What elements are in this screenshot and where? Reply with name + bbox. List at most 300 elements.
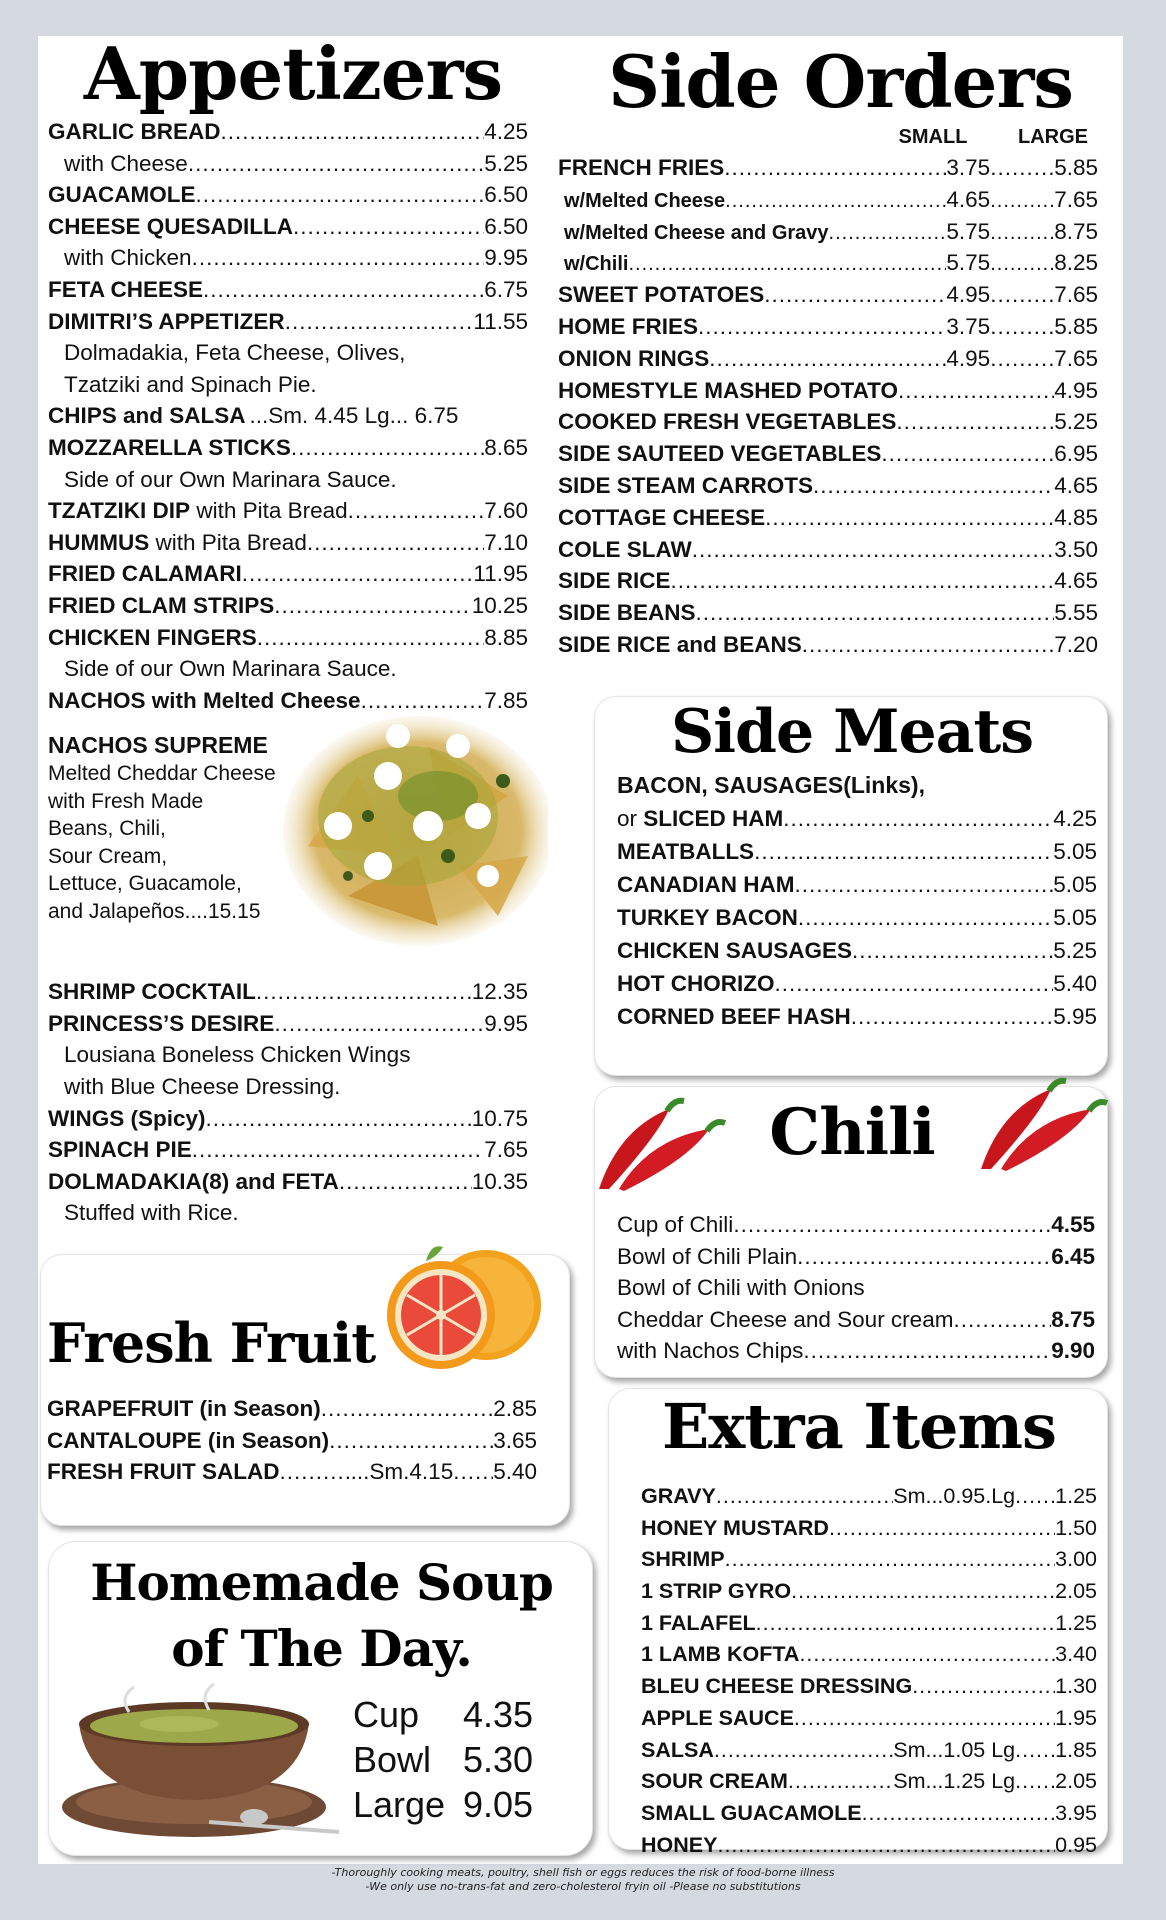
menu-item-row [641, 1639, 1097, 1671]
leader-dots [775, 967, 1054, 1000]
extra-items-box [608, 1388, 1108, 1857]
side-order-row [558, 184, 1098, 216]
leader-dots [329, 1425, 493, 1457]
item-price-small: 5.75 [946, 218, 991, 244]
item-name: DIMITRI’S APPETIZER [48, 308, 285, 334]
item-price: 10.25 [471, 592, 528, 618]
leader-dots [798, 901, 1053, 934]
item-price-small: 4.65 [946, 186, 991, 212]
item-price: 6.50 [484, 182, 528, 208]
menu-item-row [48, 242, 528, 274]
soup-size-price: 9.05 [463, 1784, 534, 1825]
soup-size-row [353, 1737, 583, 1782]
leader-dots [321, 1393, 493, 1425]
leader-dots [293, 211, 484, 243]
soup-size-label: Bowl [353, 1739, 432, 1780]
item-name: SIDE BEANS [558, 600, 696, 626]
item-prefix: or [617, 806, 644, 831]
item-name: CANTALOUPE (in Season) [47, 1427, 330, 1453]
item-name: SIDE SAUTEED VEGETABLES [558, 441, 882, 467]
leader-dots [256, 976, 472, 1008]
item-price-small: 4.95 [946, 282, 991, 308]
side-meats-list [617, 802, 1097, 1033]
menu-item-row [617, 1000, 1097, 1033]
item-name: TZATZIKI DIP with Pita Bread [48, 498, 348, 524]
item-name: SIDE STEAM CARROTS [558, 472, 814, 498]
leader-dots [799, 1639, 1055, 1671]
leader-dots [716, 1481, 893, 1513]
item-name: FETA CHEESE [48, 276, 204, 302]
soup-title-line1: Homemade Soup [90, 1553, 553, 1612]
leader-dots [764, 279, 946, 311]
menu-item-row [558, 438, 1098, 470]
nachos-image [278, 706, 548, 956]
menu-item-row [641, 1830, 1097, 1862]
item-price: 9.90 [1051, 1338, 1095, 1363]
soup-bowl-image [59, 1682, 349, 1847]
item-note: with Pita Bread [190, 498, 348, 524]
leader-dots [291, 432, 484, 464]
menu-item-row [48, 527, 528, 559]
nachos-supreme-block [48, 730, 538, 970]
menu-item-row [558, 375, 1098, 407]
menu-item-row [48, 116, 528, 148]
item-price-large: 5.85 [1054, 313, 1098, 339]
leader-dots [862, 1798, 1056, 1830]
item-price: 5.25 [484, 150, 528, 176]
item-price: 1.25 [1055, 1484, 1097, 1508]
leader-dots [628, 249, 946, 281]
leader-dots [714, 1735, 893, 1767]
menu-item-row [48, 179, 528, 211]
item-price: 9.95 [484, 1010, 528, 1036]
item-name: GARLIC BREAD [48, 119, 221, 144]
item-price-large: 7.65 [1054, 345, 1098, 371]
item-price: 3.50 [1054, 536, 1098, 562]
menu-item-row [558, 502, 1098, 534]
item-description: Lousiana Boneless Chicken Wings [64, 1042, 411, 1068]
item-price: 6.95 [1054, 441, 1098, 467]
item-name: HONEY [641, 1832, 718, 1857]
item-description: Bowl of Chili with Onions [617, 1275, 865, 1300]
leader-dots [348, 495, 485, 527]
fresh-fruit-list [47, 1393, 537, 1488]
item-note: with Pita Bread [149, 529, 307, 555]
item-name: BLEU CHEESE DRESSING [641, 1674, 913, 1699]
item-name: GRAPEFRUIT (in Season) [47, 1396, 321, 1421]
leader-dots [725, 186, 946, 218]
leader-dots [788, 1766, 893, 1798]
item-name: APPLE SAUCE [641, 1705, 794, 1730]
leader-dots [257, 622, 484, 654]
menu-item-row [48, 211, 528, 243]
item-price-large: 7.65 [1054, 282, 1098, 308]
item-name: HOME FRIES [558, 313, 699, 339]
menu-item-row [617, 1209, 1095, 1241]
leader-dots [696, 597, 1055, 629]
leader-dots [692, 534, 1054, 566]
leader-dots [803, 1335, 1051, 1367]
item-price: 1.95 [1055, 1705, 1097, 1730]
item-name: HUMMUS with Pita Bread [48, 529, 307, 555]
item-description: Side of our Own Marinara Sauce. [64, 466, 397, 492]
item-name: CHIPS and SALSA [48, 403, 246, 429]
item-name: 1 LAMB KOFTA [641, 1642, 800, 1667]
side-order-row [558, 216, 1098, 248]
item-name: MOZZARELLA STICKS [48, 434, 291, 460]
menu-item-row [558, 629, 1098, 661]
soup-size-label: Cup [353, 1694, 420, 1735]
item-price: 5.25 [1054, 409, 1098, 435]
item-price: 6.45 [1051, 1243, 1095, 1269]
leader-dots [829, 1513, 1055, 1545]
leader-dots [794, 1703, 1055, 1735]
item-price: 5.95 [1053, 1004, 1097, 1029]
menu-item-row [48, 400, 528, 432]
item-name: MEATBALLS [617, 839, 755, 864]
item-price: 10.75 [471, 1105, 528, 1131]
menu-item-row [641, 1798, 1097, 1830]
menu-item-row [617, 934, 1097, 967]
leader-dots [953, 1304, 1051, 1336]
footer-note-2: -We only use no-trans-fat and zero-cholesterol fryin oil -Please no substitutions [365, 1880, 801, 1893]
item-price: 9.95 [484, 245, 528, 271]
item-price: 8.65 [484, 434, 528, 460]
item-price: 5.40 [1053, 971, 1097, 996]
menu-item-row [617, 901, 1097, 934]
leader-dots [797, 1241, 1051, 1273]
item-price: ...Sm. 4.45 Lg... 6.75 [249, 403, 459, 429]
leader-dots [990, 311, 1054, 343]
item-name: SIDE RICE [558, 568, 671, 594]
soup-size-row [353, 1692, 583, 1737]
item-price: 3.00 [1055, 1547, 1097, 1572]
side-orders-section [558, 36, 1123, 661]
nachos-line: Lettuce, Guacamole, [48, 872, 242, 896]
item-price: 7.20 [1054, 631, 1098, 657]
nachos-line: Sour Cream, [48, 844, 168, 868]
item-size-price: Sm...1.05 Lg [893, 1737, 1016, 1762]
chili-pepper-right-icon [971, 1069, 1111, 1179]
fresh-fruit-box [40, 1254, 570, 1526]
item-price: 2.05 [1055, 1769, 1097, 1794]
item-name: COLE SLAW [558, 536, 692, 562]
menu-item-row [617, 802, 1097, 835]
side-meats-line1: BACON, SAUSAGES(Links), [617, 772, 925, 798]
menu-item-row [641, 1766, 1097, 1798]
leader-dots [881, 438, 1054, 470]
leader-dots [754, 835, 1053, 868]
item-name: with Chicken [64, 245, 192, 271]
leader-dots [794, 868, 1053, 901]
item-price: 5.25 [1053, 938, 1097, 963]
extra-items-title: Extra Items [662, 1390, 1056, 1463]
item-price: 5.40 [493, 1459, 537, 1485]
footer-note-1: -Thoroughly cooking meats, poultry, shell fish or eggs reduces the risk of food-borne illness [331, 1866, 835, 1879]
leader-dots [1015, 1735, 1055, 1767]
item-name: 1 STRIP GYRO [641, 1579, 792, 1604]
item-price-large: 5.85 [1054, 155, 1098, 180]
item-name: SALSA [641, 1737, 714, 1762]
side-orders-column-headers [558, 122, 1123, 152]
item-price: 10.35 [471, 1168, 528, 1194]
item-name: DOLMADAKIA(8) and FETA [48, 1168, 339, 1194]
leader-dots [453, 1456, 493, 1488]
leader-dots [829, 218, 947, 250]
item-price: 3.65 [493, 1427, 537, 1453]
leader-dots [203, 274, 484, 306]
menu-item-row [641, 1576, 1097, 1608]
item-name: GRAVY [641, 1484, 716, 1508]
side-order-row [558, 279, 1098, 311]
menu-item-row [48, 306, 528, 338]
appetizers-section [48, 31, 538, 1229]
item-name: SWEET POTATOES [558, 282, 765, 308]
grapefruit-image [371, 1243, 551, 1373]
item-price: 1.30 [1055, 1674, 1097, 1699]
item-price: 5.55 [1054, 600, 1098, 626]
item-name: CANADIAN HAM [617, 872, 795, 897]
item-price: 4.65 [1054, 568, 1098, 594]
item-name: PRINCESS’S DESIRE [48, 1010, 275, 1036]
menu-item-row [558, 406, 1098, 438]
item-name: or SLICED HAM [617, 806, 784, 831]
side-order-row [558, 311, 1098, 343]
item-price-large: 8.25 [1054, 250, 1098, 276]
nachos-line: Beans, Chili, [48, 817, 166, 841]
leader-dots [813, 470, 1054, 502]
item-price: 7.60 [484, 498, 528, 524]
item-name: w/Chili [564, 253, 629, 276]
item-price-large: 8.75 [1054, 218, 1098, 244]
menu-item-row [617, 835, 1097, 868]
leader-dots [274, 1008, 484, 1040]
item-price: 4.95 [1054, 377, 1098, 403]
item-name: HOMESTYLE MASHED POTATO [558, 377, 899, 403]
leader-dots [783, 802, 1053, 835]
leader-dots [671, 565, 1055, 597]
item-description: Dolmadakia, Feta Cheese, Olives, [64, 340, 406, 366]
item-name: 1 FALAFEL [641, 1610, 756, 1635]
menu-item-row [558, 534, 1098, 566]
leader-dots [192, 1134, 484, 1166]
appetizers-title: Appetizers [83, 31, 503, 116]
leader-dots [990, 343, 1054, 375]
menu-item-row [558, 565, 1098, 597]
menu-page [38, 31, 1123, 1864]
leader-dots [852, 934, 1053, 967]
item-price: 12.35 [471, 979, 528, 1005]
side-orders-title: Side Orders [608, 39, 1073, 124]
item-price: 3.95 [1055, 1800, 1097, 1825]
leader-dots [990, 249, 1054, 281]
leader-dots [756, 1608, 1055, 1640]
menu-item-row [558, 597, 1098, 629]
leader-dots [733, 1209, 1051, 1241]
item-size-price: ...Sm.4.15 [350, 1459, 454, 1485]
item-size-price: Sm...1.25 Lg [893, 1769, 1016, 1794]
item-name: COOKED FRESH VEGETABLES [558, 409, 897, 435]
side-orders-list [558, 152, 1098, 375]
nachos-line: and Jalapeños....15.15 [48, 899, 261, 923]
item-name: w/Melted Cheese and Gravy [564, 221, 829, 244]
item-name: CHICKEN SAUSAGES [617, 938, 853, 963]
menu-item-row [48, 558, 528, 590]
item-name: SHRIMP COCKTAIL [48, 979, 256, 1005]
menu-item-row [48, 590, 528, 622]
leader-dots [196, 179, 485, 211]
leader-dots [1015, 1481, 1055, 1513]
nachos-supreme-name: NACHOS SUPREME [48, 732, 268, 759]
item-price: 5.05 [1053, 905, 1097, 930]
leader-dots [990, 279, 1054, 311]
item-name: w/Melted Cheese [564, 189, 726, 212]
menu-item-row [47, 1456, 537, 1488]
item-price: 1.25 [1055, 1610, 1097, 1635]
item-description: Tzatziki and Spinach Pie. [64, 371, 317, 397]
large-column-header: LARGE [1018, 126, 1088, 148]
item-price: 11.55 [473, 308, 528, 334]
item-description: Side of our Own Marinara Sauce. [64, 656, 397, 682]
leader-dots [912, 1671, 1055, 1703]
soup-size-row [353, 1782, 583, 1827]
menu-item-row [48, 432, 528, 464]
item-price: 7.10 [484, 529, 528, 555]
leader-dots [206, 1103, 472, 1135]
item-price: 7.65 [484, 1137, 528, 1163]
leader-dots [724, 152, 946, 184]
item-price: 3.40 [1055, 1642, 1097, 1667]
soup-size-price: 5.30 [463, 1739, 534, 1780]
leader-dots [242, 558, 474, 590]
soup-box [48, 1541, 593, 1856]
item-price: 0.95 [1055, 1832, 1097, 1857]
item-description: Stuffed with Rice. [64, 1200, 239, 1226]
item-name: with Cheese [64, 150, 188, 176]
menu-item-row [48, 1166, 528, 1198]
menu-item-row [48, 1103, 528, 1135]
item-name: CHEESE QUESADILLA [48, 213, 294, 239]
item-name: HOT CHORIZO [617, 971, 775, 996]
menu-item-row [641, 1481, 1097, 1513]
side-meats-box [594, 696, 1108, 1076]
leader-dots [709, 343, 946, 375]
leader-dots [188, 148, 484, 180]
menu-item-row [617, 1335, 1095, 1367]
menu-item-row [641, 1671, 1097, 1703]
item-price: 4.25 [484, 119, 528, 144]
menu-item-row [641, 1513, 1097, 1545]
nachos-line: with Fresh Made [48, 789, 204, 813]
item-name: FRESH FRUIT SALAD [47, 1459, 280, 1485]
appetizers-list [48, 116, 528, 716]
item-price: 8.85 [484, 624, 528, 650]
leader-dots [990, 218, 1054, 250]
item-name: GUACAMOLE [48, 182, 196, 208]
item-price-small: 4.95 [946, 345, 991, 371]
soup-size-label: Large [353, 1784, 446, 1825]
item-price: 4.65 [1054, 472, 1098, 498]
item-price-small: 5.75 [946, 250, 991, 276]
soup-title-line2: of The Day. [171, 1619, 472, 1678]
leader-dots [280, 1456, 351, 1488]
menu-item-row [48, 976, 528, 1008]
chili-list [617, 1209, 1095, 1367]
item-name: CORNED BEEF HASH [617, 1004, 851, 1029]
leader-dots [898, 375, 1054, 407]
item-name: HONEY MUSTARD [641, 1515, 829, 1540]
leader-dots [698, 311, 946, 343]
soup-sizes [353, 1692, 583, 1827]
leader-dots [725, 1544, 1056, 1576]
item-price: 5.05 [1053, 872, 1097, 897]
soup-size-price: 4.35 [463, 1694, 534, 1735]
item-price-small: 3.75 [946, 313, 991, 339]
menu-item-row [48, 1134, 528, 1166]
menu-item-row [641, 1735, 1097, 1767]
leader-dots [339, 1166, 472, 1198]
item-price: 11.95 [473, 561, 528, 587]
item-price: 6.50 [484, 213, 528, 239]
side-order-row [558, 247, 1098, 279]
item-name: TURKEY BACON [617, 905, 798, 930]
item-name: WINGS (Spicy) [48, 1105, 206, 1131]
leader-dots [990, 152, 1054, 184]
appetizers-list-2 [48, 976, 528, 1229]
menu-item-row [48, 1008, 528, 1040]
item-name: FRIED CALAMARI [48, 561, 242, 587]
menu-item-row [48, 148, 528, 180]
side-meats-title: Side Meats [670, 697, 1034, 767]
menu-item-row [48, 274, 528, 306]
menu-item-row [617, 967, 1097, 1000]
extra-items-list [641, 1481, 1097, 1861]
menu-item-row [617, 1241, 1095, 1273]
leader-dots [221, 116, 485, 148]
leader-dots [285, 306, 474, 338]
item-price-small: 3.75 [946, 155, 991, 180]
side-order-row [558, 343, 1098, 375]
chili-box [594, 1086, 1108, 1378]
leader-dots [274, 590, 471, 622]
small-column-header: SMALL [898, 126, 968, 148]
item-price: 8.75 [1051, 1306, 1095, 1332]
item-name: COTTAGE CHEESE [558, 504, 766, 530]
menu-item-row [558, 470, 1098, 502]
item-name: Cheddar Cheese and Sour cream [617, 1306, 954, 1332]
side-orders-list-single [558, 375, 1098, 661]
item-name: CHICKEN FINGERS [48, 624, 257, 650]
menu-item-row [47, 1393, 537, 1425]
item-price: 4.25 [1053, 806, 1097, 831]
item-price: 4.55 [1051, 1212, 1095, 1237]
item-name: ONION RINGS [558, 345, 710, 371]
menu-item-row [48, 622, 528, 654]
item-price: 6.75 [484, 276, 528, 302]
item-name: SMALL GUACAMOLE [641, 1800, 862, 1825]
nachos-line: Melted Cheddar Cheese [48, 762, 276, 786]
item-price: 1.50 [1055, 1515, 1097, 1540]
leader-dots [1015, 1766, 1055, 1798]
item-size-price: Sm...0.95.Lg [893, 1484, 1016, 1508]
leader-dots [765, 502, 1054, 534]
item-description: with Blue Cheese Dressing. [64, 1074, 341, 1100]
item-name: FRIED CLAM STRIPS [48, 592, 275, 618]
leader-dots [717, 1830, 1055, 1862]
item-price: 2.05 [1055, 1579, 1097, 1604]
leader-dots [851, 1000, 1053, 1033]
menu-item-row [641, 1703, 1097, 1735]
